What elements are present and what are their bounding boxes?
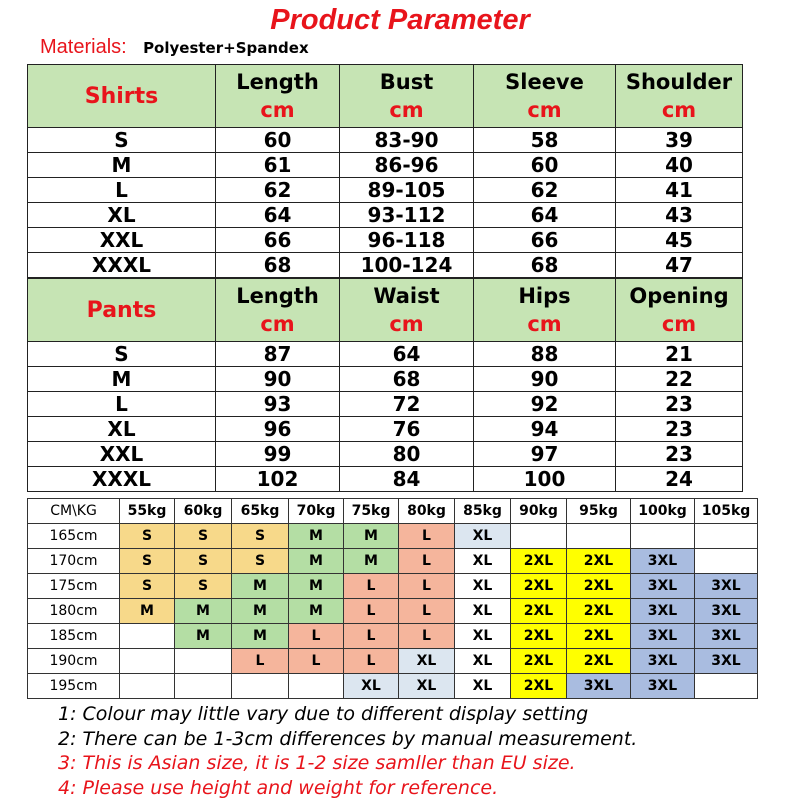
- size-cell: L: [399, 574, 455, 599]
- materials-line: [40, 34, 309, 59]
- size-label: M: [28, 153, 216, 178]
- shirts-size-row: [28, 153, 743, 178]
- measurement-cell: 60: [474, 153, 616, 178]
- shirts-size-table: [27, 64, 743, 278]
- size-label: XL: [28, 203, 216, 228]
- measurement-cell: 96: [216, 417, 340, 442]
- height-row: [28, 524, 758, 549]
- measurement-cell: 94: [474, 417, 616, 442]
- size-cell: M: [344, 524, 399, 549]
- size-cell: L: [399, 549, 455, 574]
- header-name: Length: [236, 70, 319, 94]
- measurement-cell: 92: [474, 392, 616, 417]
- header-name: Sleeve: [505, 70, 584, 94]
- size-cell: XL: [399, 649, 455, 674]
- size-cell: [175, 649, 232, 674]
- measurement-cell: 68: [216, 253, 340, 278]
- size-cell: [695, 549, 758, 574]
- weight-header-cell: 95kg: [567, 499, 631, 524]
- size-cell: S: [232, 549, 289, 574]
- height-label: 165cm: [28, 524, 120, 549]
- size-cell: 2XL: [511, 599, 567, 624]
- size-cell: 2XL: [511, 649, 567, 674]
- height-label: 185cm: [28, 624, 120, 649]
- pants-header-row: [28, 279, 743, 342]
- size-cell: XL: [455, 674, 511, 699]
- size-cell: XL: [455, 524, 511, 549]
- measurement-cell: 24: [616, 467, 743, 492]
- header-name: Shoulder: [625, 70, 733, 94]
- weight-header-cell: 75kg: [344, 499, 399, 524]
- shirts-header-cell: [616, 65, 743, 128]
- weight-header-cell: 105kg: [695, 499, 758, 524]
- pants-size-row: [28, 417, 743, 442]
- size-cell: L: [289, 649, 344, 674]
- size-cell: S: [175, 524, 232, 549]
- measurement-cell: 89-105: [340, 178, 474, 203]
- measurement-cell: 83-90: [340, 128, 474, 153]
- size-cell: 3XL: [695, 649, 758, 674]
- size-cell: XL: [455, 549, 511, 574]
- measurement-cell: 62: [216, 178, 340, 203]
- page-title: Product Parameter: [270, 4, 530, 36]
- header-unit: cm: [527, 98, 562, 122]
- size-cell: [695, 524, 758, 549]
- measurement-cell: 80: [340, 442, 474, 467]
- height-weight-size-grid: [27, 498, 758, 699]
- weight-header-row: [28, 499, 758, 524]
- size-label: XXL: [28, 442, 216, 467]
- shirts-size-row: [28, 203, 743, 228]
- height-label: 195cm: [28, 674, 120, 699]
- size-cell: L: [399, 524, 455, 549]
- measurement-cell: 90: [474, 367, 616, 392]
- measurement-cell: 93-112: [340, 203, 474, 228]
- note-line: 4: Please use height and weight for reference.: [58, 776, 499, 799]
- measurement-cell: 96-118: [340, 228, 474, 253]
- size-cell: 2XL: [511, 549, 567, 574]
- measurement-cell: 58: [474, 128, 616, 153]
- measurement-cell: 90: [216, 367, 340, 392]
- size-label: XL: [28, 417, 216, 442]
- measurement-cell: 47: [616, 253, 743, 278]
- measurement-cell: 23: [616, 392, 743, 417]
- pants-size-table: [27, 278, 743, 492]
- size-cell: [120, 649, 175, 674]
- header-unit: cm: [389, 312, 424, 336]
- measurement-cell: 39: [616, 128, 743, 153]
- size-cell: S: [175, 549, 232, 574]
- size-cell: L: [232, 649, 289, 674]
- size-cell: S: [232, 524, 289, 549]
- size-cell: [511, 524, 567, 549]
- size-cell: 3XL: [631, 574, 695, 599]
- size-cell: L: [344, 574, 399, 599]
- pants-header-cell: [340, 279, 474, 342]
- measurement-cell: 60: [216, 128, 340, 153]
- height-row: [28, 574, 758, 599]
- size-cell: L: [344, 599, 399, 624]
- size-label: S: [28, 342, 216, 367]
- size-cell: 3XL: [631, 599, 695, 624]
- measurement-cell: 100-124: [340, 253, 474, 278]
- weight-header-cell: 60kg: [175, 499, 232, 524]
- size-cell: L: [344, 649, 399, 674]
- height-label: 170cm: [28, 549, 120, 574]
- size-cell: 2XL: [567, 624, 631, 649]
- pants-category-label: Pants: [28, 279, 216, 342]
- height-row: [28, 549, 758, 574]
- size-cell: 3XL: [695, 574, 758, 599]
- measurement-cell: 93: [216, 392, 340, 417]
- grid-corner-label: CM\KG: [28, 499, 120, 524]
- height-label: 180cm: [28, 599, 120, 624]
- measurement-cell: 22: [616, 367, 743, 392]
- measurement-cell: 87: [216, 342, 340, 367]
- measurement-cell: 43: [616, 203, 743, 228]
- shirts-category-label: Shirts: [28, 65, 216, 128]
- measurement-cell: 66: [474, 228, 616, 253]
- size-cell: S: [175, 574, 232, 599]
- size-cell: L: [289, 624, 344, 649]
- pants-header-cell: [616, 279, 743, 342]
- size-cell: 2XL: [567, 549, 631, 574]
- size-cell: [289, 674, 344, 699]
- size-cell: 3XL: [695, 599, 758, 624]
- height-row: [28, 649, 758, 674]
- size-cell: 3XL: [567, 674, 631, 699]
- height-label: 175cm: [28, 574, 120, 599]
- header-name: Opening: [629, 284, 729, 308]
- header-name: Hips: [518, 284, 571, 308]
- weight-header-cell: 80kg: [399, 499, 455, 524]
- size-cell: XL: [455, 599, 511, 624]
- measurement-cell: 102: [216, 467, 340, 492]
- size-cell: S: [120, 524, 175, 549]
- size-cell: M: [175, 624, 232, 649]
- header-unit: cm: [260, 312, 295, 336]
- measurement-cell: 88: [474, 342, 616, 367]
- pants-header-cell: [474, 279, 616, 342]
- height-row: [28, 624, 758, 649]
- size-cell: [631, 524, 695, 549]
- shirts-size-row: [28, 178, 743, 203]
- size-cell: 3XL: [695, 624, 758, 649]
- size-cell: M: [289, 524, 344, 549]
- size-cell: L: [399, 624, 455, 649]
- size-label: L: [28, 392, 216, 417]
- size-cell: M: [289, 549, 344, 574]
- size-cell: [175, 674, 232, 699]
- size-cell: S: [120, 549, 175, 574]
- header-name: Length: [236, 284, 319, 308]
- measurement-cell: 99: [216, 442, 340, 467]
- measurement-cell: 76: [340, 417, 474, 442]
- size-cell: XL: [344, 674, 399, 699]
- weight-header-cell: 65kg: [232, 499, 289, 524]
- measurement-cell: 64: [216, 203, 340, 228]
- size-cell: [232, 674, 289, 699]
- notes-list: [58, 702, 637, 800]
- shirts-header-cell: [474, 65, 616, 128]
- shirts-size-row: [28, 228, 743, 253]
- pants-size-row: [28, 367, 743, 392]
- shirts-header-row: [28, 65, 743, 128]
- size-cell: M: [344, 549, 399, 574]
- size-cell: M: [120, 599, 175, 624]
- pants-size-row: [28, 342, 743, 367]
- size-cell: 3XL: [631, 674, 695, 699]
- measurement-cell: 66: [216, 228, 340, 253]
- measurement-cell: 23: [616, 417, 743, 442]
- height-label: 190cm: [28, 649, 120, 674]
- measurement-cell: 61: [216, 153, 340, 178]
- measurement-cell: 72: [340, 392, 474, 417]
- shirts-size-row: [28, 253, 743, 278]
- weight-header-cell: 90kg: [511, 499, 567, 524]
- size-label: XXXL: [28, 467, 216, 492]
- size-cell: M: [175, 599, 232, 624]
- measurement-cell: 100: [474, 467, 616, 492]
- measurement-cell: 64: [474, 203, 616, 228]
- size-cell: 3XL: [631, 624, 695, 649]
- weight-header-cell: 70kg: [289, 499, 344, 524]
- header-unit: cm: [389, 98, 424, 122]
- size-label: M: [28, 367, 216, 392]
- size-cell: 2XL: [567, 599, 631, 624]
- measurement-cell: 62: [474, 178, 616, 203]
- size-cell: 2XL: [511, 574, 567, 599]
- materials-label: Materials:: [40, 36, 127, 58]
- size-label: XXXL: [28, 253, 216, 278]
- size-cell: XL: [455, 624, 511, 649]
- measurement-cell: 68: [340, 367, 474, 392]
- weight-header-cell: 55kg: [120, 499, 175, 524]
- shirts-header-cell: [340, 65, 474, 128]
- height-row: [28, 599, 758, 624]
- header-unit: cm: [527, 312, 562, 336]
- measurement-cell: 45: [616, 228, 743, 253]
- size-cell: [695, 674, 758, 699]
- size-cell: [567, 524, 631, 549]
- weight-header-cell: 100kg: [631, 499, 695, 524]
- header-unit: cm: [260, 98, 295, 122]
- size-label: XXL: [28, 228, 216, 253]
- shirts-header-cell: [216, 65, 340, 128]
- size-cell: M: [232, 624, 289, 649]
- measurement-cell: 64: [340, 342, 474, 367]
- pants-size-row: [28, 442, 743, 467]
- pants-size-row: [28, 467, 743, 492]
- size-cell: [120, 674, 175, 699]
- note-line: 3: This is Asian size, it is 1-2 size samller than EU size.: [58, 752, 576, 774]
- header-unit: cm: [661, 98, 697, 122]
- size-label: S: [28, 128, 216, 153]
- size-cell: L: [399, 599, 455, 624]
- note-line: 1: Colour may little vary due to different display setting: [58, 703, 589, 725]
- pants-header-cell: [216, 279, 340, 342]
- size-cell: M: [232, 599, 289, 624]
- size-cell: M: [289, 574, 344, 599]
- size-cell: M: [289, 599, 344, 624]
- size-cell: 3XL: [631, 549, 695, 574]
- measurement-cell: 86-96: [340, 153, 474, 178]
- size-cell: 3XL: [631, 649, 695, 674]
- size-cell: M: [232, 574, 289, 599]
- measurement-cell: 41: [616, 178, 743, 203]
- size-cell: 2XL: [511, 624, 567, 649]
- size-cell: L: [344, 624, 399, 649]
- measurement-cell: 40: [616, 153, 743, 178]
- size-cell: [120, 624, 175, 649]
- size-label: L: [28, 178, 216, 203]
- pants-size-row: [28, 392, 743, 417]
- header-name: Waist: [373, 284, 440, 308]
- measurement-cell: 23: [616, 442, 743, 467]
- height-row: [28, 674, 758, 699]
- shirts-size-row: [28, 128, 743, 153]
- weight-header-cell: 85kg: [455, 499, 511, 524]
- header-unit: cm: [661, 312, 697, 336]
- size-cell: 2XL: [567, 649, 631, 674]
- header-name: Bust: [379, 70, 434, 94]
- size-cell: 2XL: [511, 674, 567, 699]
- size-cell: XL: [399, 674, 455, 699]
- measurement-cell: 21: [616, 342, 743, 367]
- measurement-cell: 84: [340, 467, 474, 492]
- size-cell: XL: [455, 649, 511, 674]
- size-cell: 2XL: [567, 574, 631, 599]
- size-cell: S: [120, 574, 175, 599]
- note-line: 2: There can be 1-3cm differences by manual measurement.: [58, 727, 638, 750]
- materials-value: Polyester+Spandex: [143, 39, 309, 57]
- measurement-cell: 97: [474, 442, 616, 467]
- size-cell: XL: [455, 574, 511, 599]
- measurement-cell: 68: [474, 253, 616, 278]
